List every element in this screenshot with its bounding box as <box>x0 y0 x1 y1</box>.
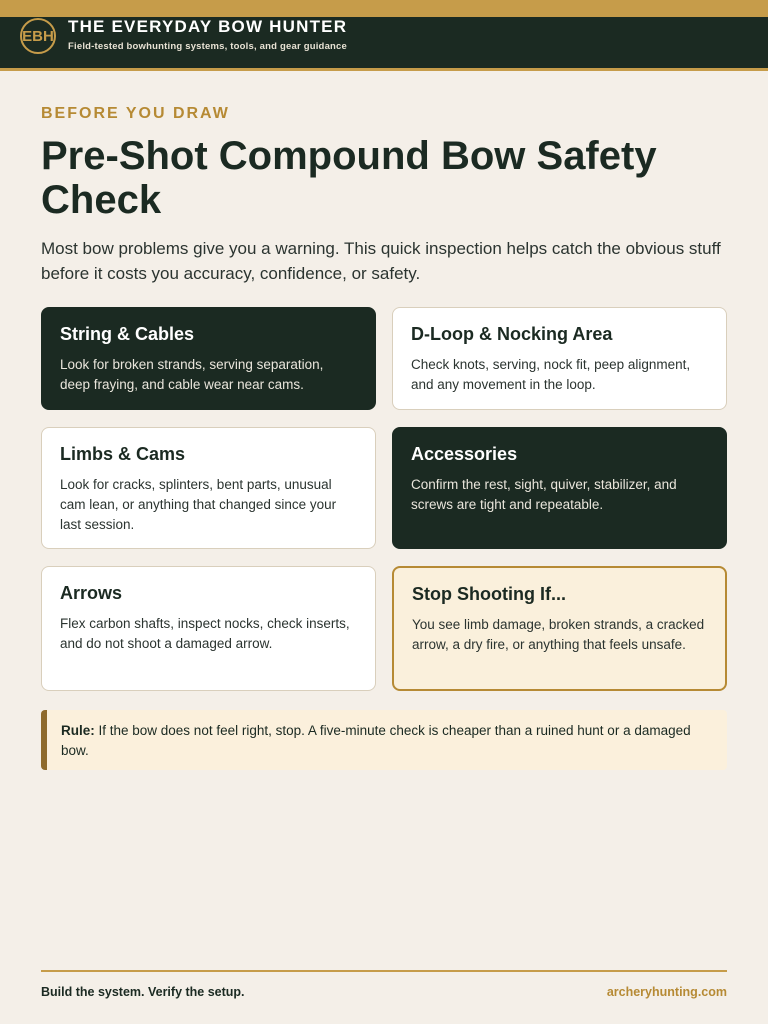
card-text: Check knots, serving, nock fit, peep alignment, and any movement in the loop. <box>411 357 691 392</box>
footer-site-link[interactable]: archeryhunting.com <box>606 985 727 999</box>
card-title: Arrows <box>60 583 123 603</box>
top-accent-bar <box>0 0 768 17</box>
card-string-cables <box>41 307 376 410</box>
card-accessories <box>392 427 727 549</box>
card-title: Limbs & Cams <box>60 444 186 464</box>
card-stop-shooting <box>392 566 727 691</box>
card-title: Accessories <box>411 444 518 464</box>
card-text: Flex carbon shafts, inspect nocks, check inserts, and do not shoot a damaged arrow. <box>60 616 350 651</box>
rule-label: Rule: <box>61 723 95 738</box>
card-dloop-nocking <box>392 307 727 410</box>
footer-divider <box>41 970 727 972</box>
site-header <box>0 17 768 71</box>
card-limbs-cams <box>41 427 376 549</box>
brand-tagline: Field-tested bowhunting systems, tools, and gear guidance <box>68 41 348 52</box>
page-title: Pre-Shot Compound Bow Safety Check <box>41 134 657 222</box>
card-text: Look for cracks, splinters, bent parts, unusual cam lean, or anything that changed since your last session. <box>60 477 337 532</box>
card-title: D-Loop & Nocking Area <box>411 324 613 344</box>
card-text: Look for broken strands, serving separation, deep fraying, and cable wear near cams. <box>60 357 324 392</box>
section-eyebrow: BEFORE YOU DRAW <box>41 105 230 122</box>
brand-name[interactable]: THE EVERYDAY BOW HUNTER <box>68 17 348 36</box>
rule-callout <box>41 710 727 770</box>
brand-logo[interactable]: EBH <box>20 18 56 54</box>
rule-text: If the bow does not feel right, stop. A five-minute check is cheaper than a ruined hunt or a damaged bow. <box>61 723 691 758</box>
card-text: You see limb damage, broken strands, a cracked arrow, a dry fire, or anything that feels unsafe. <box>412 617 705 652</box>
card-text: Confirm the rest, sight, quiver, stabilizer, and screws are tight and repeatable. <box>411 477 677 512</box>
footer-slogan: Build the system. Verify the setup. <box>41 985 245 999</box>
card-title: String & Cables <box>60 324 195 344</box>
card-arrows <box>41 566 376 691</box>
card-title: Stop Shooting If... <box>412 584 566 604</box>
intro-paragraph: Most bow problems give you a warning. This quick inspection helps catch the obvious stuff before it costs you accuracy, confidence, or safety. <box>41 239 721 283</box>
